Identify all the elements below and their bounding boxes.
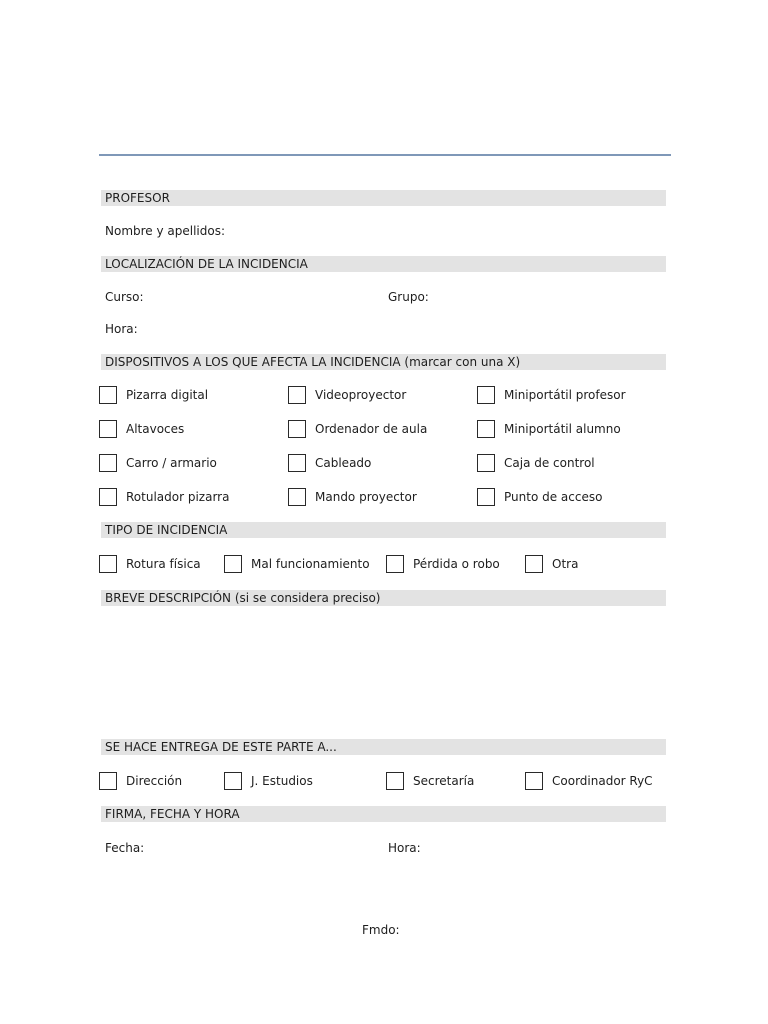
checkbox-pizarra-digital[interactable] — [99, 386, 117, 404]
checkbox-rotura-fisica[interactable] — [99, 555, 117, 573]
device-option[interactable] — [99, 487, 229, 507]
curso-label: Curso: — [105, 290, 144, 304]
checkbox-videoproyector[interactable] — [288, 386, 306, 404]
fecha-label: Fecha: — [105, 841, 145, 855]
checkbox-altavoces[interactable] — [99, 420, 117, 438]
device-option[interactable] — [288, 453, 371, 473]
checkbox-j-estudios[interactable] — [224, 772, 242, 790]
checkbox-mal-funcionamiento[interactable] — [224, 555, 242, 573]
recipient-option[interactable] — [224, 771, 313, 791]
grupo-label: Grupo: — [388, 290, 429, 304]
recipient-option[interactable] — [386, 771, 474, 791]
section-descripcion: BREVE DESCRIPCIÓN (si se considera preciso) — [101, 590, 666, 606]
section-localizacion: LOCALIZACIÓN DE LA INCIDENCIA — [101, 256, 666, 272]
device-option[interactable] — [99, 453, 217, 473]
checkbox-perdida-robo[interactable] — [386, 555, 404, 573]
device-label: Carro / armario — [126, 456, 217, 470]
device-option[interactable] — [288, 385, 406, 405]
checkbox-ordenador-aula[interactable] — [288, 420, 306, 438]
nombre-label: Nombre y apellidos: — [105, 224, 226, 238]
device-label: Cableado — [315, 456, 372, 470]
incident-type-label: Otra — [552, 557, 579, 571]
device-option[interactable] — [288, 487, 417, 507]
section-profesor: PROFESOR — [101, 190, 666, 206]
section-entrega: SE HACE ENTREGA DE ESTE PARTE A... — [101, 739, 666, 755]
checkbox-cableado[interactable] — [288, 454, 306, 472]
incident-type-option[interactable] — [525, 554, 578, 574]
recipient-label: J. Estudios — [251, 774, 313, 788]
description-area[interactable] — [101, 610, 666, 732]
recipient-label: Dirección — [126, 774, 183, 788]
firmado-label: Fmdo: — [362, 923, 400, 937]
device-label: Mando proyector — [315, 490, 417, 504]
device-label: Pizarra digital — [126, 388, 209, 402]
device-label: Videoproyector — [315, 388, 407, 402]
recipient-label: Coordinador RyC — [552, 774, 653, 788]
device-label: Ordenador de aula — [315, 422, 428, 436]
device-label: Punto de acceso — [504, 490, 603, 504]
checkbox-miniportatil-alumno[interactable] — [477, 420, 495, 438]
device-option[interactable] — [288, 419, 427, 439]
checkbox-mando-proyector[interactable] — [288, 488, 306, 506]
hora-label: Hora: — [105, 322, 138, 336]
device-option[interactable] — [477, 385, 626, 405]
incident-type-label: Pérdida o robo — [413, 557, 500, 571]
device-option[interactable] — [477, 453, 595, 473]
checkbox-miniportatil-profesor[interactable] — [477, 386, 495, 404]
checkbox-otra[interactable] — [525, 555, 543, 573]
recipient-label: Secretaría — [413, 774, 475, 788]
checkbox-secretaria[interactable] — [386, 772, 404, 790]
recipient-option[interactable] — [99, 771, 182, 791]
header-rule — [99, 154, 671, 156]
device-option[interactable] — [99, 385, 208, 405]
checkbox-direccion[interactable] — [99, 772, 117, 790]
incident-type-option[interactable] — [224, 554, 370, 574]
incident-type-label: Mal funcionamiento — [251, 557, 370, 571]
section-dispositivos: DISPOSITIVOS A LOS QUE AFECTA LA INCIDENCIA (marcar con una X) — [101, 354, 666, 370]
checkbox-carro-armario[interactable] — [99, 454, 117, 472]
device-option[interactable] — [99, 419, 184, 439]
device-label: Rotulador pizarra — [126, 490, 230, 504]
incident-type-option[interactable] — [386, 554, 500, 574]
device-label: Altavoces — [126, 422, 185, 436]
checkbox-punto-acceso[interactable] — [477, 488, 495, 506]
recipient-option[interactable] — [525, 771, 653, 791]
checkbox-rotulador-pizarra[interactable] — [99, 488, 117, 506]
device-option[interactable] — [477, 487, 602, 507]
checkbox-caja-control[interactable] — [477, 454, 495, 472]
incident-type-label: Rotura física — [126, 557, 201, 571]
hora-firma-label: Hora: — [388, 841, 421, 855]
device-label: Caja de control — [504, 456, 595, 470]
device-option[interactable] — [477, 419, 621, 439]
section-firma: FIRMA, FECHA Y HORA — [101, 806, 666, 822]
incident-type-option[interactable] — [99, 554, 201, 574]
checkbox-coordinador-ryc[interactable] — [525, 772, 543, 790]
device-label: Miniportátil alumno — [504, 422, 621, 436]
section-tipo: TIPO DE INCIDENCIA — [101, 522, 666, 538]
device-label: Miniportátil profesor — [504, 388, 626, 402]
